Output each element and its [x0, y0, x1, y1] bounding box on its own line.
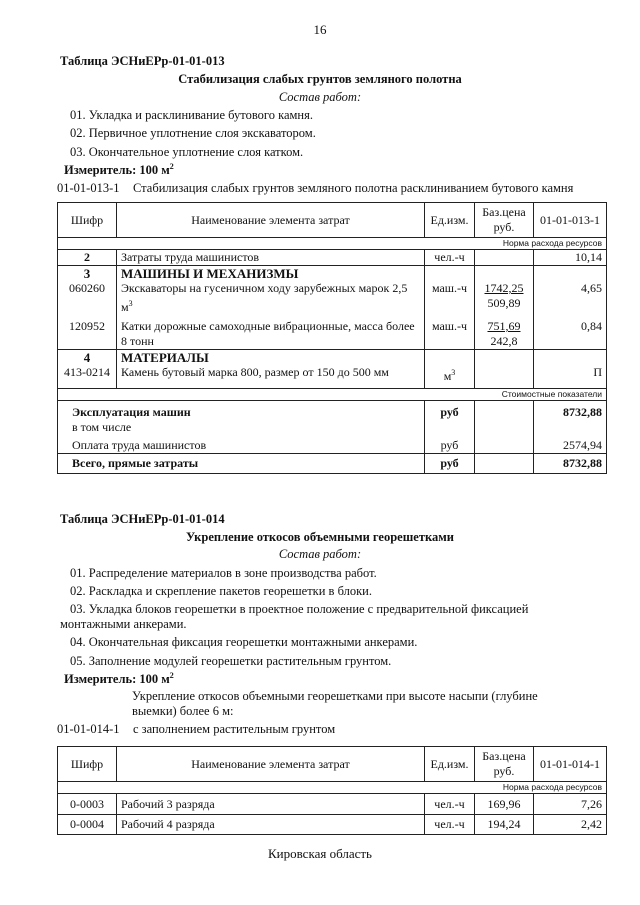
col-header-unit: Ед.изм. [425, 203, 475, 238]
page-number: 16 [313, 22, 327, 37]
resource-table-2 [57, 746, 607, 835]
norm-label: Норма расхода ресурсов [58, 782, 607, 794]
work-item: монтажными анкерами. [60, 617, 187, 631]
work-item: 05. Заполнение модулей георешетки растительным грунтом. [70, 654, 392, 668]
item-line: 01-01-014-1 с заполнением растительным грунтом [57, 722, 336, 736]
measurement-unit: Измеритель: 100 $м^2$ [64, 671, 174, 687]
table-row: 3 МАШИНЫ И МЕХАНИЗМЫ [58, 266, 607, 282]
col-header-norm: 01-01-013-1 [534, 203, 607, 238]
work-item: 03. Укладка блоков георешетки в проектное положение с предварительной фиксацией [70, 602, 529, 616]
resource-table-1 [57, 202, 607, 474]
summary-row: Всего, прямые затраты руб 8732,88 [58, 454, 607, 474]
work-composition-label: Состав работ: [278, 90, 362, 104]
col-header-name: Наименование элемента затрат [117, 203, 425, 238]
table-title: Таблица ЭСНиЕРр-01-01-014 [60, 512, 225, 526]
col-header-code: Шифр [58, 747, 117, 782]
col-header-code: Шифр [58, 203, 117, 238]
col-header-name: Наименование элемента затрат [117, 747, 425, 782]
table-subtitle: Укрепление откосов объемными георешетками [186, 530, 454, 544]
work-item: 01. Распределение материалов в зоне производства работ. [70, 566, 377, 580]
work-item: 04. Окончательная фиксация георешетки монтажными анкерами. [70, 635, 418, 649]
work-item: 02. Первичное уплотнение слоя экскаватором. [70, 126, 316, 140]
table-row: 413-0214 Камень бутовый марка 800, размер от 150 до 500 мм $м^3$ П [58, 365, 607, 389]
table-row: 0-0003 Рабочий 3 разряда чел.-ч 169,96 7,26 [58, 794, 607, 815]
measurement-unit: Измеритель: 100 $м^2$ [64, 162, 174, 178]
table-row: 060260 Экскаваторы на гусеничном ходу зарубежных марок 2,5 $м^3$ маш.-ч 1742,25 509,89 4,65 [58, 281, 607, 315]
col-header-price: Баз.цена руб. [475, 203, 534, 238]
work-item: 02. Раскладка и скрепление пакетов георешетки в блоки. [70, 584, 372, 598]
table-row: 4 МАТЕРИАЛЫ [58, 350, 607, 366]
table-row: 120952 Катки дорожные самоходные вибрационные, масса более 8 тонн маш.-ч 751,69 242,8 0,84 [58, 315, 607, 350]
summary-row: Эксплуатация машин руб 8732,88 [58, 401, 607, 421]
work-composition-label: Состав работ: [278, 547, 362, 561]
table-row: 2 Затраты труда машинистов чел.-ч 10,14 [58, 250, 607, 266]
work-item: 03. Окончательное уплотнение слоя катком. [70, 145, 304, 159]
table-row: 0-0004 Рабочий 4 разряда чел.-ч 194,24 2,42 [58, 815, 607, 835]
summary-row: в том числе [58, 420, 607, 435]
col-header-norm: 01-01-014-1 [534, 747, 607, 782]
item-description: выемки) более 6 м: [132, 704, 234, 718]
summary-row: Оплата труда машинистов руб 2574,94 [58, 435, 607, 454]
col-header-unit: Ед.изм. [425, 747, 475, 782]
item-line: 01-01-013-1 Стабилизация слабых грунтов земляного полотна расклиниванием бутового камня [57, 181, 574, 195]
table-title: Таблица ЭСНиЕРр-01-01-013 [60, 54, 225, 68]
norm-label: Норма расхода ресурсов [58, 238, 607, 250]
item-description: Укрепление откосов объемными георешетками при высоте насыпи (глубине [132, 689, 538, 703]
work-item: 01. Укладка и расклинивание бутового камня. [70, 108, 313, 122]
table-subtitle: Стабилизация слабых грунтов земляного полотна [178, 72, 462, 86]
cost-label: Стоимостные показатели [58, 389, 607, 401]
col-header-price: Баз.цена руб. [475, 747, 534, 782]
page-footer: Кировская область [267, 846, 372, 861]
